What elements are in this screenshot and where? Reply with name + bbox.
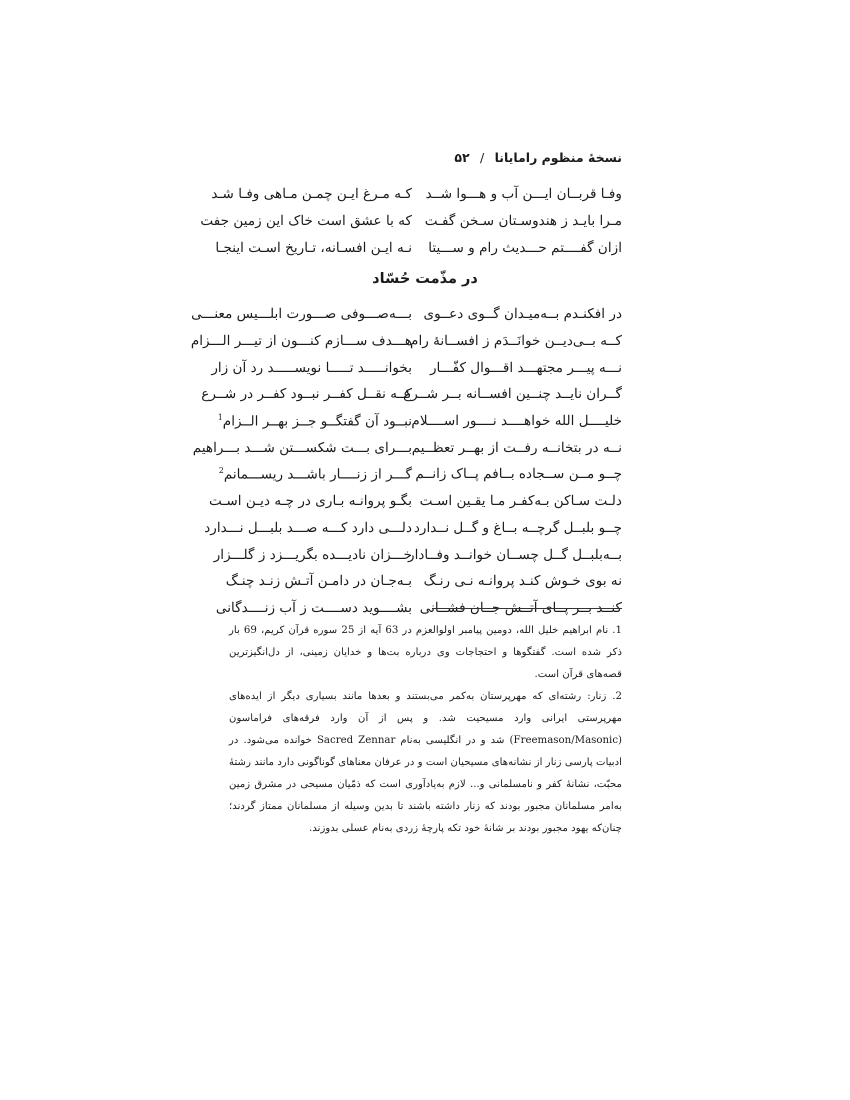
verse-row <box>225 568 622 595</box>
verse-row <box>204 515 622 542</box>
hemistich-first: نه بوی خـوش کنـد پروانـه نـی رنـگ <box>423 573 622 590</box>
footnotes <box>229 620 622 840</box>
hemistich-first: نـــه پیـــر مجتهـــد اقـــوال کفّـــار <box>429 359 622 376</box>
hemistich-first: خلیــــل الله خواهــــد نــــور اســــلام <box>411 413 622 430</box>
book-title: نسخهٔ منظوم رامایانا <box>494 150 622 165</box>
hemistich-second: کـه مـرغ ایـن چمـن مـاهی وفـا شـد <box>211 186 412 203</box>
verse-row <box>191 301 622 328</box>
hemistich-second <box>218 466 412 483</box>
hemistich-second: دلـــی دارد کـــه صـــد بلبـــل نـــدارد <box>204 519 412 536</box>
verse-row <box>211 354 622 381</box>
hemistich-second: نـه ایـن افسـانه، تـاریخ اسـت اینجـا <box>215 239 412 256</box>
hemistich-second: بگـو پروانـه بـاری در چـه دیـن اسـت <box>209 493 412 510</box>
hemistich-first: نــه در بتخانــه رفــت از بهــر تعظــیم <box>411 439 622 456</box>
hemistich-first: گــران نایــد چنــین افســانه بــر شــرع <box>403 386 622 403</box>
hemistich-first: ازان گفــــتم حـــدیث رام و ســـیتا <box>428 239 622 256</box>
hemistich-first: وفـا قربــان ایـــن آب و هـــوا شــد <box>425 186 622 203</box>
hemistich-first: دلـت سـاکن بـه‌کفـر مـا یقـین اسـت <box>419 493 622 510</box>
running-header <box>454 150 622 165</box>
verse-row <box>200 208 622 235</box>
verse-row <box>211 181 622 208</box>
footnote-number: 2. <box>612 691 622 702</box>
footnote-number: 1. <box>612 625 622 636</box>
hemistich-first: مـرا بایـد ز هندوسـتان سـخن گفـت <box>424 213 622 230</box>
footnote-divider <box>432 608 622 609</box>
footnote-text: نام ابراهیم خلیل الله، دومین پیامبر اولوالعزم در 63 آیه از 25 سوره قرآن کریم، 69 بار ذکر شده است. گفتگوها و احتجاجات وی درباره بت‌ها و خدایان زمینی، از دل‌انگیزترین قصه‌های قرآن است. <box>229 625 622 680</box>
section-title: در مذّمت حُسّاد <box>372 271 478 287</box>
verse-row <box>192 434 622 461</box>
verse-row <box>215 234 622 261</box>
verse-row <box>190 328 622 355</box>
top-verses <box>200 181 622 261</box>
main-verses <box>190 301 622 621</box>
hemistich-first: در افکنـدم بــه‌میـدان گــوی دعــوی <box>423 306 622 323</box>
verse-row <box>201 381 622 408</box>
hemistich-text: گـــر از زنــــار باشـــد ریســـمانم <box>223 466 412 483</box>
hemistich-second <box>217 412 412 430</box>
hemistich-second: بشــــوید دســــت ز آب زنــــدگانی <box>215 599 412 616</box>
hemistich-second: بـه‌جـان در دامـن آتـش زنـد چنـگ <box>225 573 412 590</box>
hemistich-first: کــه بــی‌دیــن خوانَــدَم ز افســانهٔ رام <box>410 333 622 350</box>
hemistich-second: بـــرای بـــت شکســـتن شـــد بـــراهیم <box>192 439 412 456</box>
hemistich-second: بـــه‌صـــوفی صـــورت ابلـــیس معنـــی <box>191 306 412 323</box>
hemistich-first: چــو بلبــل گرچــه بــاغ و گــل نــدارد <box>413 519 622 536</box>
verse-row <box>213 541 622 568</box>
footnote <box>229 620 622 686</box>
hemistich-first: چــو مــن ســجاده بــافم پــاک زانــم <box>415 466 622 483</box>
hemistich-text: نبــود آن گفتگــو جــز بهــر الــزام <box>222 413 412 430</box>
footnote <box>229 686 622 840</box>
hemistich-first: بــه‌بلبــل گــل چســان خوانــد وفــادار <box>408 546 622 563</box>
verse-row <box>217 408 622 435</box>
page-number: ۵۲ <box>454 150 470 165</box>
hemistich-second: بخوانـــــد تـــــا نویســـــد رد آن زار <box>211 359 412 376</box>
header-separator: / <box>480 150 485 165</box>
hemistich-first: کنــد بــر پــای آتــش جــان فشــانی <box>419 599 622 616</box>
verse-row <box>209 488 622 515</box>
footnote-text: زنار: رشته‌ای که مهرپرستان به‌کمر می‌بستند و بعدها مانند بسیاری دیگر از ایده‌های مهرپرستی ایرانی وارد مسیحیت شد. و پس از آن وارد فرقه‌های فراماسون (Freemason/Masonic) شد و در انگلیسی به‌نام Sacred Zennar خوانده می‌شود. در ادبیات پارسی زنار از نشانه‌های مسیحیان است و در عرفان معناهای گوناگونی دارد مانند رشتهٔ محبّت، نشانهٔ کفر و نامسلمانی و... لازم به‌یادآوری است که ذمّیان مسیحی در مشرق زمین به‌امر مسلمانان مجبور بودند که زنار داشته باشند تا بدین وسیله از مسلمانان ممتاز گردند؛ چنان‌که یهود مجبور بودند بر شانهٔ خود تکه پارچهٔ زردی به‌نام عسلی بدوزند. <box>229 691 623 834</box>
hemistich-second: هـــدف ســـازم کنـــون از تیـــر الـــزام <box>190 333 412 350</box>
footnote-marker: 2 <box>218 466 224 476</box>
footnote-marker: 1 <box>217 412 223 422</box>
hemistich-second: که با عشق است خاک این زمین جفت <box>200 213 412 230</box>
verse-row <box>218 461 622 488</box>
hemistich-second: خـــزان نادیـــده بگریـــزد ز گلـــزار <box>213 546 412 563</box>
hemistich-second: کــه نقــل کفــر نبــود کفــر در شــرع <box>201 386 412 403</box>
